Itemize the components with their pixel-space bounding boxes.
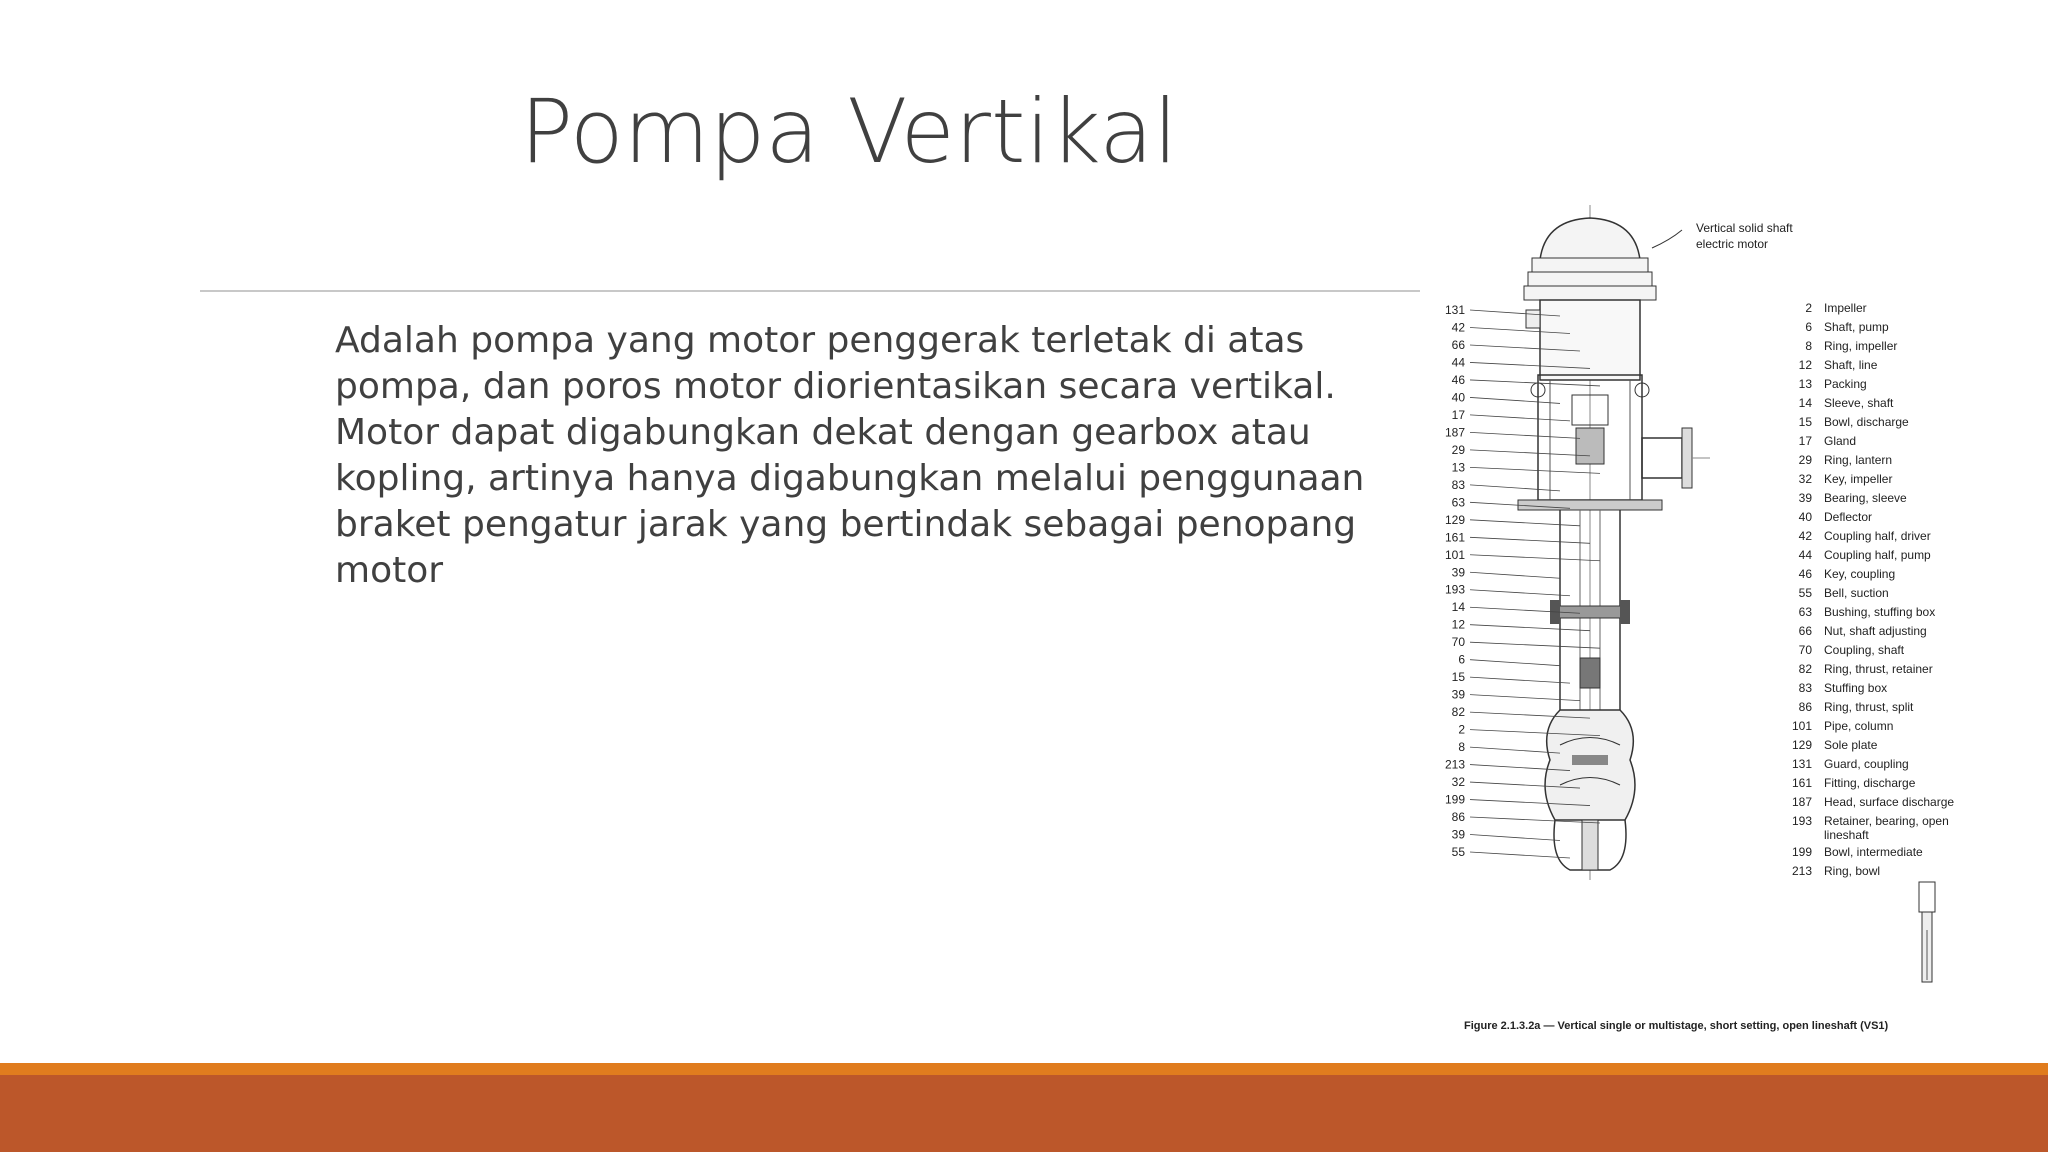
parts-legend (1792, 301, 1954, 878)
legend-number: 13 (1798, 377, 1812, 391)
callout-number: 8 (1458, 740, 1465, 755)
legend-label: Ring, lantern (1824, 453, 1893, 467)
pump-diagram-figure (1420, 200, 1980, 1060)
legend-number: 12 (1798, 358, 1812, 372)
legend-label: Bearing, sleeve (1824, 491, 1907, 505)
callout-leader (1470, 397, 1560, 403)
legend-label: Shaft, line (1824, 358, 1878, 372)
motor-label-leader (1652, 230, 1682, 248)
legend-label: Impeller (1824, 301, 1867, 315)
callout-number: 161 (1444, 530, 1465, 545)
legend-number: 83 (1798, 681, 1812, 695)
callout-number: 55 (1451, 845, 1465, 859)
shaft-coupling (1580, 658, 1600, 688)
retainer-bolt (1620, 600, 1630, 624)
legend-label: Packing (1824, 377, 1867, 391)
callout-leader (1470, 432, 1580, 438)
callout-leader (1470, 485, 1560, 491)
callout-number: 63 (1451, 495, 1465, 510)
legend-number: 86 (1798, 700, 1812, 714)
callout-leader (1470, 590, 1570, 596)
callout-number: 40 (1451, 390, 1465, 405)
legend-number: 161 (1791, 776, 1812, 790)
callout-number: 2 (1458, 722, 1465, 737)
legend-label: Coupling half, pump (1824, 548, 1931, 562)
legend-number: 42 (1798, 529, 1812, 543)
callout-number: 213 (1444, 757, 1465, 772)
legend-label: Guard, coupling (1824, 757, 1909, 771)
legend-number: 55 (1798, 586, 1812, 600)
legend-label: Bushing, stuffing box (1824, 605, 1936, 619)
callout-number: 39 (1451, 827, 1465, 842)
callout-number: 29 (1451, 442, 1465, 457)
callout-number: 70 (1451, 635, 1465, 650)
body-paragraph (335, 318, 1365, 594)
legend-number: 8 (1805, 339, 1812, 353)
body-line: Motor dapat digabungkan dekat dengan gearbox atau (335, 412, 1311, 453)
legend-number: 40 (1798, 510, 1812, 524)
slide-title: Pompa Vertikal (520, 80, 1178, 183)
callout-number: 86 (1451, 810, 1465, 825)
discharge-nozzle (1642, 438, 1682, 478)
callout-leader (1470, 450, 1590, 456)
pump-thumbnail (1919, 882, 1935, 982)
legend-label: Ring, impeller (1824, 339, 1898, 353)
legend-label: Bowl, intermediate (1824, 845, 1923, 859)
legend-label: Key, impeller (1824, 472, 1893, 486)
legend-label: Coupling half, driver (1824, 529, 1931, 543)
footer-band-accent (0, 1063, 2048, 1075)
motor-ring-2 (1528, 272, 1652, 286)
legend-label: Bell, suction (1824, 586, 1889, 600)
callout-leader (1470, 572, 1560, 578)
motor-ring-3 (1524, 286, 1656, 300)
discharge-flange (1682, 428, 1692, 488)
legend-label: Deflector (1824, 510, 1873, 524)
callout-leader (1470, 537, 1590, 543)
legend-number: 70 (1798, 643, 1812, 657)
callout-number: 131 (1444, 303, 1465, 317)
legend-label: Pipe, column (1824, 719, 1894, 733)
legend-label: Sole plate (1824, 738, 1878, 752)
legend-number: 6 (1805, 320, 1812, 334)
callout-number: 101 (1444, 547, 1465, 562)
callout-number: 6 (1458, 652, 1465, 667)
legend-label: Ring, thrust, split (1824, 700, 1914, 714)
callout-number: 14 (1451, 600, 1465, 615)
callout-leader (1470, 415, 1570, 421)
motor-junction-box (1526, 310, 1540, 328)
motor-body (1540, 300, 1640, 380)
callout-number: 13 (1451, 460, 1465, 475)
legend-number: 46 (1798, 567, 1812, 581)
callout-number: 39 (1451, 687, 1465, 702)
legend-label: Bowl, discharge (1824, 415, 1909, 429)
legend-number: 131 (1791, 757, 1812, 771)
title-divider (200, 290, 1420, 292)
body-line: pompa, dan poros motor diorientasikan secara vertikal. (335, 366, 1336, 407)
legend-number: 63 (1798, 605, 1812, 619)
legend-number: 17 (1798, 434, 1812, 448)
legend-number: 15 (1798, 415, 1812, 429)
callout-leader (1470, 852, 1570, 858)
callout-number: 199 (1444, 792, 1465, 807)
motor-dome (1540, 218, 1640, 260)
legend-label: Retainer, bearing, open (1824, 814, 1949, 828)
callout-number: 44 (1451, 355, 1465, 370)
legend-number: 14 (1798, 396, 1812, 410)
callout-leader (1470, 660, 1560, 666)
legend-number: 2 (1805, 301, 1812, 315)
legend-label: Fitting, discharge (1824, 776, 1916, 790)
body-line: kopling, artinya hanya digabungkan melalui penggunaan (335, 458, 1365, 499)
callout-leader (1470, 835, 1560, 841)
bowl-ring (1572, 755, 1608, 765)
legend-label: Head, surface discharge (1824, 795, 1955, 809)
legend-label: Stuffing box (1824, 681, 1888, 695)
legend-label: Shaft, pump (1824, 320, 1889, 334)
legend-label: Sleeve, shaft (1824, 396, 1894, 410)
callout-number: 15 (1451, 670, 1465, 685)
legend-label: lineshaft (1824, 828, 1869, 842)
callout-number: 42 (1451, 320, 1465, 335)
legend-label: Nut, shaft adjusting (1824, 624, 1927, 638)
legend-number: 199 (1791, 845, 1812, 859)
legend-label: Ring, thrust, retainer (1824, 662, 1933, 676)
legend-label: Key, coupling (1824, 567, 1896, 581)
callout-number: 12 (1451, 617, 1465, 632)
callout-leader (1470, 625, 1590, 631)
sole-plate (1518, 500, 1662, 510)
figure-caption: Figure 2.1.3.2a — Vertical single or multistage, short setting, open lineshaft (VS1) (1464, 1020, 1889, 1032)
legend-label: Ring, bowl (1824, 864, 1881, 878)
body-line: motor (335, 550, 444, 591)
stuffing-box (1576, 428, 1604, 464)
callout-number: 66 (1451, 337, 1465, 352)
legend-number: 82 (1798, 662, 1812, 676)
legend-number: 101 (1791, 719, 1812, 733)
legend-number: 66 (1798, 624, 1812, 638)
motor-ring-1 (1532, 258, 1648, 272)
motor-label-line1: Vertical solid shaft (1696, 221, 1793, 235)
legend-number: 187 (1791, 795, 1812, 809)
callout-number: 129 (1444, 512, 1465, 527)
callout-number: 193 (1444, 582, 1465, 597)
callout-leader (1470, 520, 1580, 526)
legend-number: 32 (1798, 472, 1812, 486)
body-line: braket pengatur jarak yang bertindak sebagai penopang (335, 504, 1357, 545)
callout-leader (1470, 467, 1600, 473)
callout-leader (1470, 380, 1600, 386)
callout-number: 32 (1451, 775, 1465, 790)
footer-band (0, 1075, 2048, 1152)
callout-number: 46 (1451, 372, 1465, 387)
legend-number: 39 (1798, 491, 1812, 505)
legend-number: 29 (1798, 453, 1812, 467)
legend-label: Gland (1824, 434, 1857, 448)
motor-label-line2: electric motor (1696, 237, 1769, 251)
callout-number: 83 (1451, 477, 1465, 492)
legend-number: 44 (1798, 548, 1812, 562)
pump-diagram-svg (1420, 200, 1980, 1060)
callout-number: 17 (1451, 407, 1465, 422)
legend-number: 193 (1791, 814, 1812, 828)
legend-label: Coupling, shaft (1824, 643, 1905, 657)
callout-leader (1470, 677, 1570, 683)
legend-number: 213 (1791, 864, 1812, 878)
body-line: Adalah pompa yang motor penggerak terletak di atas (335, 320, 1305, 361)
callout-number: 39 (1451, 565, 1465, 580)
callout-number: 187 (1444, 425, 1465, 440)
suction-bearing (1582, 820, 1598, 870)
callout-leader (1470, 695, 1580, 701)
legend-number: 129 (1791, 738, 1812, 752)
callout-number: 82 (1451, 705, 1465, 720)
